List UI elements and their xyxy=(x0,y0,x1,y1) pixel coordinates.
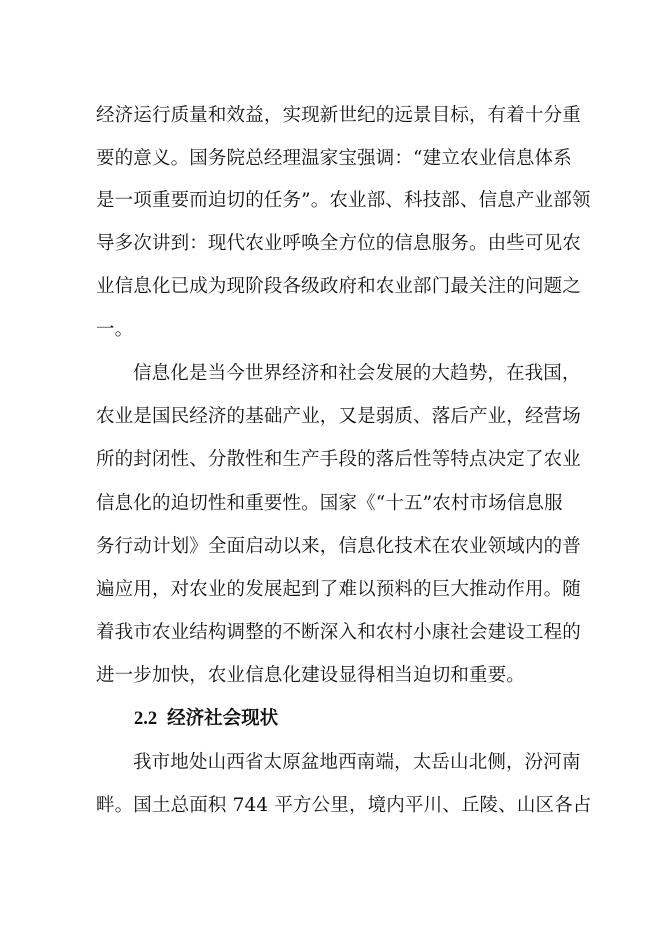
paragraph-1-line-4: 导多次讲到：现代农业呼唤全方位的信息服务。由些可见农 xyxy=(96,233,581,254)
paragraph-1-line-6: 一。 xyxy=(96,319,134,340)
paragraph-1-line-3: 是一项重要而迫切的任务”。农业部、科技部、信息产业部领 xyxy=(96,190,591,211)
paragraph-2-line-2: 农业是国民经济的基础产业，又是弱质、落后产业，经营场 xyxy=(96,406,581,427)
paragraph-2-line-3: 所的封闭性、分散性和生产手段的落后性等特点决定了农业 xyxy=(96,449,581,470)
paragraph-2-line-7: 着我市农业结构调整的不断深入和农村小康社会建设工程的 xyxy=(96,622,581,643)
paragraph-2-line-1: 信息化是当今世界经济和社会发展的大趋势，在我国， xyxy=(133,363,581,384)
paragraph-1-line-5: 业信息化已成为现阶段各级政府和农业部门最关注的问题之 xyxy=(96,276,581,297)
paragraph-2-line-5: 务行动计划》全面启动以来，信息化技术在农业领域内的普 xyxy=(96,536,581,557)
section-title: 经济社会现状 xyxy=(167,708,279,729)
paragraph-3-line-1: 我市地处山西省太原盆地西南端，太岳山北侧，汾河南 xyxy=(133,752,581,773)
section-number: 2.2 xyxy=(134,709,158,729)
paragraph-1-line-2: 要的意义。国务院总经理温家宝强调：“建立农业信息体系 xyxy=(96,148,572,169)
paragraph-2-line-4: 信息化的迫切性和重要性。国家《“十五”农村市场信息服 xyxy=(96,493,563,514)
paragraph-2-line-6: 遍应用，对农业的发展起到了难以预料的巨大推动作用。随 xyxy=(96,579,581,600)
section-heading xyxy=(134,707,278,731)
paragraph-2-line-8: 进一步加快，农业信息化建设显得相当迫切和重要。 xyxy=(96,665,525,686)
paragraph-1-line-1: 经济运行质量和效益，实现新世纪的远景目标，有着十分重 xyxy=(96,105,581,126)
paragraph-3-line-2: 畔。国土总面积 744 平方公里，境内平川、丘陵、山区各占 xyxy=(96,795,592,816)
